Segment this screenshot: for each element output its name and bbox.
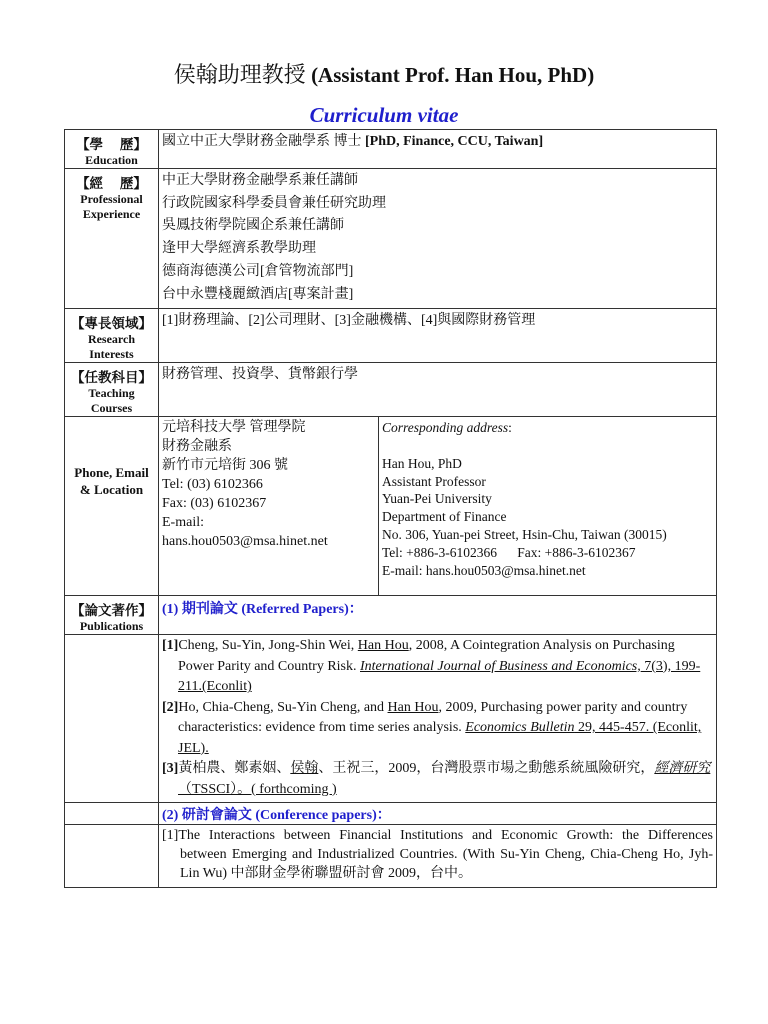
referred-papers-heading: (1) 期刊論文 (Referred Papers)： <box>162 602 363 618</box>
contact-email: hans.hou0503@msa.hinet.net <box>162 534 328 550</box>
conference-row <box>65 825 717 888</box>
contact-address: 新竹市元培街 306 號 <box>162 458 288 474</box>
research-row <box>65 309 717 363</box>
papers-cell <box>159 635 717 803</box>
contact-email-label: E-mail: <box>162 515 204 531</box>
conference-item: [1]The Interactions between Financial Institutions and Economic Growth: the Differences between Emerging and Industrialized Countries. (With Su-Yin Cheng, Chia-Cheng Ho, Jyh-Lin Wu) 中部財金學術聯盟研討會 2009，台中。 <box>162 828 713 882</box>
corresponding-address-heading: Corresponding address: <box>382 420 512 436</box>
experience-item: 行政院國家科學委員會兼任研究助理 <box>162 195 386 211</box>
teaching-label-en-1: Teaching <box>88 386 135 401</box>
research-label-zh: 【專長領域】 <box>71 316 152 332</box>
teaching-value <box>159 363 717 417</box>
author-name: 侯翰 <box>290 761 319 777</box>
author-name: Han Hou <box>357 638 409 654</box>
experience-label-zh: 【經 歷】 <box>76 176 147 191</box>
contact-row <box>65 417 717 596</box>
contact-label-1: Phone, Email <box>74 465 149 481</box>
author-name: Han Hou <box>387 699 439 715</box>
document-subtitle: Curriculum vitae <box>309 103 459 127</box>
paper-item: [2]Ho, Chia-Cheng, Su-Yin Cheng, and Han Hou, 2009, Purchasing power parity and country characteristics: evidence from time series analysis. Economics Bulletin 29, 445-457. (Econlit, JEL). <box>162 699 702 756</box>
cv-table <box>64 129 717 888</box>
experience-item: 台中永豐棧麗緻酒店[專案計畫] <box>162 286 354 302</box>
contact-department: 財務金融系 <box>162 439 232 455</box>
journal-name: Economics Bulletin <box>465 720 575 736</box>
teaching-label <box>65 363 159 417</box>
page-title <box>0 58 768 89</box>
papers-label-empty <box>65 635 159 803</box>
page-title-english: (Assistant Prof. Han Hou, PhD) <box>311 63 595 87</box>
experience-row <box>65 169 717 309</box>
teaching-row <box>65 363 717 417</box>
research-interests-text: [1]財務理論、[2]公司理財、[3]金融機構、[4]與國際財務管理 <box>162 313 536 329</box>
conference-papers-heading: (2) 研討會論文 (Conference papers)： <box>162 808 391 824</box>
contact-left-cell <box>159 417 379 596</box>
address-street: No. 306, Yuan-pei Street, Hsin-Chu, Taiwan (30015) <box>382 527 667 542</box>
teaching-courses-text: 財務管理、投資學、貨幣銀行學 <box>162 367 358 383</box>
contact-fax: Fax: (03) 6102367 <box>162 496 267 512</box>
experience-item: 德商海德漢公司[倉管物流部門] <box>162 263 354 279</box>
publications-label <box>65 596 159 635</box>
journal-name: 經濟研究 <box>654 761 711 777</box>
teaching-label-en-2: Courses <box>90 401 133 416</box>
journal-name: International Journal of Business and Economics, <box>360 658 641 674</box>
address-university: Yuan-Pei University <box>382 491 492 507</box>
experience-value <box>159 169 717 309</box>
education-degree-en: [PhD, Finance, CCU, Taiwan] <box>365 134 544 149</box>
conference-heading-cell <box>159 803 717 825</box>
experience-label-en-2: Experience <box>82 207 141 221</box>
experience-label-en-1: Professional <box>80 192 143 206</box>
education-value <box>159 130 717 169</box>
conference-label-empty-2 <box>65 825 159 888</box>
publications-label-zh: 【論文著作】 <box>71 603 152 619</box>
conference-cell <box>159 825 717 888</box>
experience-item: 吳鳳技術學院國企系兼任講師 <box>162 218 344 234</box>
education-row <box>65 130 717 169</box>
contact-label <box>65 417 159 596</box>
papers-row <box>65 635 717 803</box>
address-department: Department of Finance <box>382 509 507 525</box>
research-value <box>159 309 717 363</box>
education-label-zh: 【學 歷】 <box>76 137 147 152</box>
experience-label <box>65 169 159 309</box>
contact-label-2: & Location <box>79 482 144 498</box>
experience-item: 中正大學財務金融學系兼任講師 <box>162 173 358 188</box>
research-label <box>65 309 159 363</box>
address-phone-fax: Tel: +886-3-6102366 Fax: +886-3-6102367 <box>382 544 636 560</box>
contact-tel: Tel: (03) 6102366 <box>162 477 263 493</box>
conference-heading-row <box>65 803 717 825</box>
paper-item: [3]黃柏農、鄭素姻、侯翰、王祝三，2009，台灣股票市場之動態系統風險研究，經濟研究（TSSCI）。( forthcoming ) <box>162 761 711 797</box>
address-name: Han Hou, PhD <box>382 455 462 471</box>
page-title-chinese: 侯翰助理教授 <box>173 62 306 87</box>
address-title: Assistant Professor <box>382 473 486 489</box>
publications-row <box>65 596 717 635</box>
experience-item: 逢甲大學經濟系教學助理 <box>162 241 316 257</box>
address-email: E-mail: hans.hou0503@msa.hinet.net <box>382 562 586 578</box>
education-label <box>65 130 159 169</box>
contact-right-cell <box>379 417 717 596</box>
spacer <box>382 437 713 455</box>
contact-school: 元培科技大學 管理學院 <box>162 420 306 436</box>
research-label-en-2: Interests <box>89 347 134 362</box>
research-label-en-1: Research <box>87 332 136 347</box>
education-label-en: Education <box>85 153 138 167</box>
publications-label-en: Publications <box>79 619 144 634</box>
education-degree-zh: 國立中正大學財務金融學系 博士 <box>162 134 362 149</box>
teaching-label-zh: 【任教科目】 <box>71 370 152 386</box>
paper-item: [1]Cheng, Su-Yin, Jong-Shin Wei, Han Hou, 2008, A Cointegration Analysis on Purchasing Power Parity and Country Risk. International Journal of Business and Economics, 7(3), 199-211.(Econlit) <box>162 638 701 695</box>
referred-papers-heading-cell <box>159 596 717 635</box>
conference-label-empty <box>65 803 159 825</box>
